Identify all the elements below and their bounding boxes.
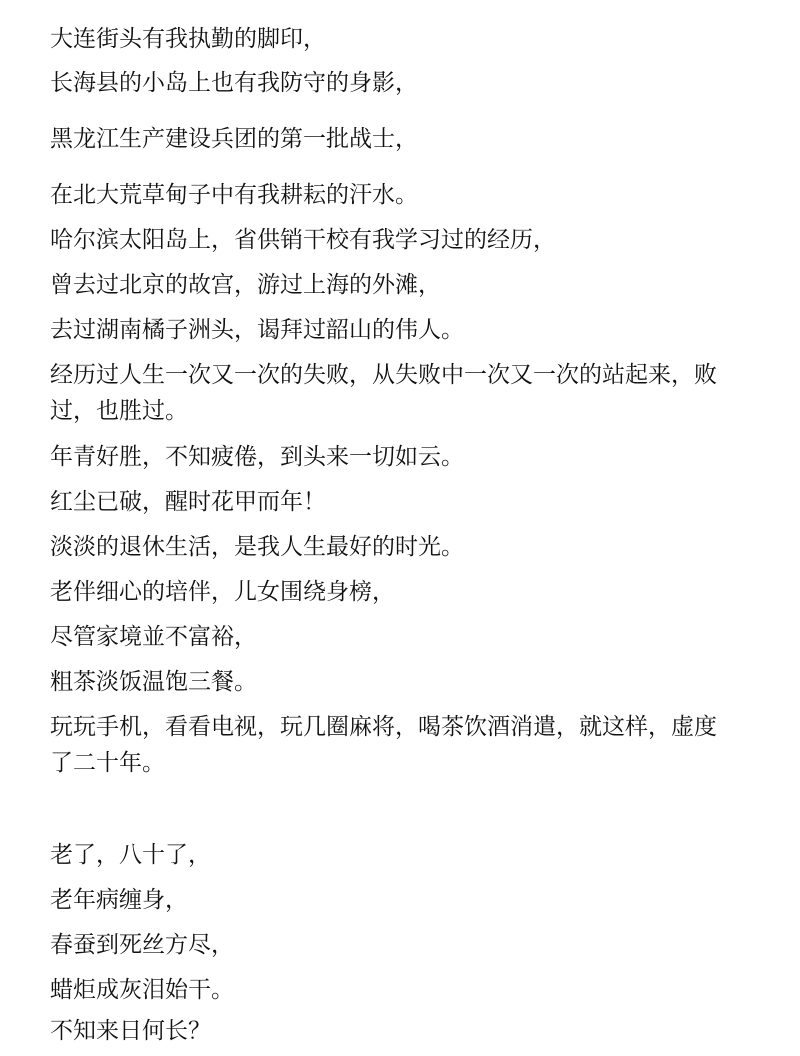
text-line: 尽管家境並不富裕， <box>50 624 257 650</box>
text-line: 在北大荒草甸子中有我耕耘的汗水。 <box>50 182 418 208</box>
text-line: 大连街头有我执勤的脚印， <box>50 26 326 52</box>
text-line: 长海县的小岛上也有我防守的身影， <box>50 70 418 96</box>
text-line: 红尘已破，醒时花甲而年！ <box>50 489 326 515</box>
text-line: 经历过人生一次又一次的失败，从失败中一次又一次的站起来，败 <box>50 362 717 388</box>
text-line: 黑龙江生产建设兵团的第一批战士， <box>50 126 418 152</box>
text-line: 曾去过北京的故宫，游过上海的外滩， <box>50 272 441 298</box>
text-line: 粗茶淡饭温饱三餐。 <box>50 669 257 695</box>
text-line: 老了，八十了， <box>50 842 211 868</box>
text-line: 蜡炬成灰泪始干。 <box>50 977 234 1003</box>
text-line: 老年病缠身， <box>50 887 188 913</box>
text-line: 淡淡的退休生活，是我人生最好的时光。 <box>50 534 464 560</box>
text-line: 不知来日何长？ <box>50 1018 211 1044</box>
text-line: 去过湖南橘子洲头，谒拜过韶山的伟人。 <box>50 317 464 343</box>
text-line: 哈尔滨太阳岛上，省供销干校有我学习过的经历， <box>50 227 556 253</box>
text-line: 春蚕到死丝方尽， <box>50 932 234 958</box>
text-line: 了二十年。 <box>50 750 165 776</box>
text-line: 过，也胜过。 <box>50 398 188 424</box>
text-line: 老伴细心的培伴，儿女围绕身榜， <box>50 579 395 605</box>
text-line: 玩玩手机，看看电视，玩几圈麻将，喝茶饮酒消遣，就这样，虚度 <box>50 714 717 740</box>
text-line: 年青好胜，不知疲倦，到头来一切如云。 <box>50 444 464 470</box>
